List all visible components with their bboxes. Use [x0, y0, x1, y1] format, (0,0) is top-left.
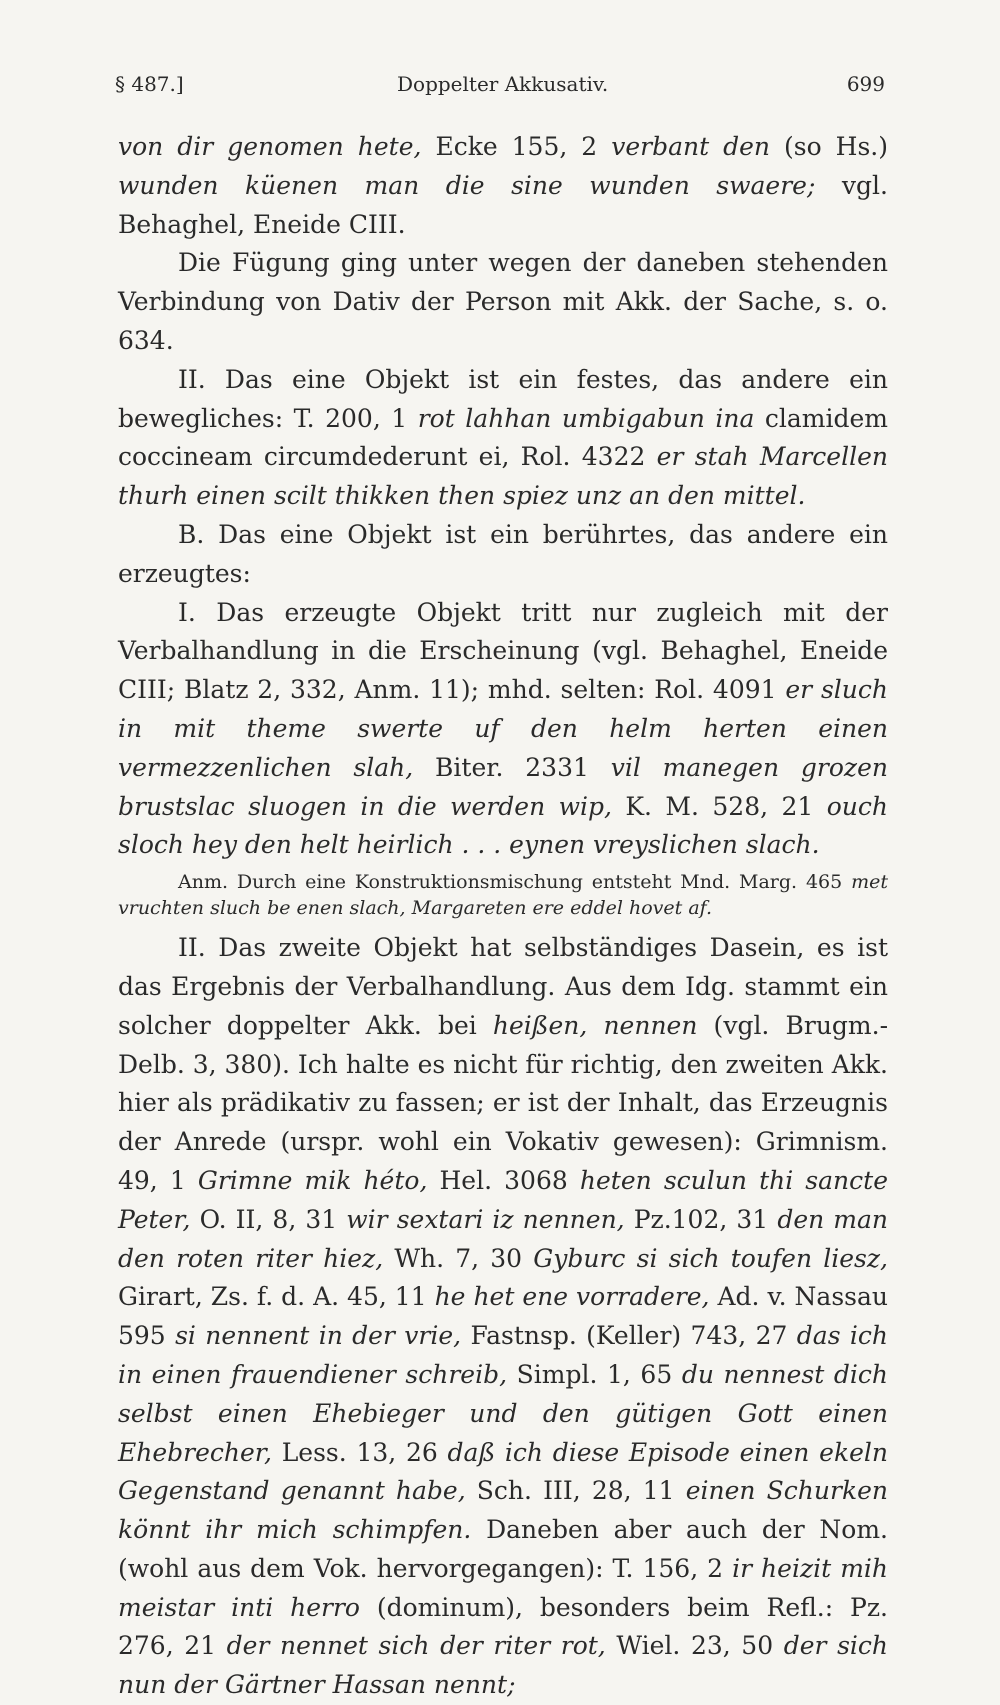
text-run: Die Fügung ging unter wegen der daneben stehenden Verbindung von Dativ der Person mit Akk. der Sache, s. o. 634. — [118, 248, 888, 355]
italic-quote: vil manegen grozen brustslac sluogen in die werden wip, — [118, 752, 888, 821]
paragraph-section-II-festes — [118, 361, 888, 516]
text-run: II. Das zweite Objekt hat selbständiges Dasein, es ist das Ergebnis der Verbalhandlung. Aus dem Idg. stammt ein solcher doppelter Akk. bei — [118, 933, 888, 1040]
page-number: 699 — [846, 72, 885, 96]
paragraph-section-I-erzeugtes — [118, 594, 888, 866]
italic-quote: daß ich diese Episode einen ekeln Gegenstand genannt habe, — [118, 1437, 888, 1506]
text-run: Pz.102, 31 — [624, 1204, 778, 1234]
text-run: Ecke 155, 2 — [421, 132, 612, 161]
text-run: (dominum), besonders beim Refl.: Pz. 276, 21 — [118, 1592, 888, 1661]
italic-quote: ouch sloch hey den helt heirlich . . . eynen vreyslichen slach. — [118, 791, 888, 860]
annotation-note — [118, 869, 888, 921]
text-run: II. Das eine Objekt ist ein festes, das andere ein bewegliches: T. 200, 1 — [118, 364, 888, 433]
text-run: O. II, 8, 31 — [190, 1204, 347, 1234]
italic-quote: rot lahhan umbigabun ina — [417, 403, 755, 433]
text-run: Anm. Durch eine Konstruktionsmischung entsteht Mnd. Marg. 465 — [178, 871, 852, 894]
italic-quote: heten sculun thi sancte Peter, — [118, 1165, 888, 1234]
italic-quote: ir heizit mih meistar inti herro — [118, 1553, 888, 1622]
italic-quote: he het ene vorradere, — [434, 1282, 710, 1312]
text-run: Ad. v. Nassau 595 — [118, 1282, 888, 1351]
text-run: Daneben aber auch der Nom. (wohl aus dem Vok. hervorgegangen): T. 156, 2 — [118, 1515, 889, 1583]
text-run: Wiel. 23, 50 — [605, 1631, 784, 1661]
paragraph-section-II-zweites — [118, 929, 888, 1705]
text-run: Hel. 3068 — [427, 1165, 580, 1195]
text-run: Biter. 2331 — [413, 752, 611, 782]
italic-quote: verbant den — [611, 132, 771, 161]
italic-quote: den man den roten riter hiez, — [118, 1204, 889, 1273]
italic-quote: er stah Marcellen thurh einen scilt thikken then spiez unz an den mittel. — [118, 442, 888, 511]
page-body — [118, 128, 888, 1705]
running-title: Doppelter Akkusativ. — [397, 72, 609, 96]
paragraph-continuation — [118, 128, 888, 244]
section-number: § 487.] — [115, 72, 184, 96]
text-run: Wh. 7, 30 — [383, 1243, 534, 1273]
text-run: K. M. 528, 21 — [611, 791, 827, 821]
italic-quote: Gyburc si sich toufen liesz, — [533, 1243, 888, 1273]
text-run: Sch. III, 28, 11 — [465, 1476, 686, 1506]
text-run: Simpl. 1, 65 — [507, 1359, 682, 1389]
paragraph-fuegung — [118, 244, 888, 360]
text-run: vgl. Behaghel, Eneide CIII. — [118, 170, 888, 239]
italic-quote: einen Schurken könnt ihr mich schimpfen. — [118, 1476, 888, 1545]
text-run: (so Hs.) — [770, 132, 888, 161]
italic-quote: wir sextari iz nennen, — [346, 1204, 625, 1234]
italic-quote: er sluch in mit theme swerte uf den helm herten einen vermezzenlichen slah, — [118, 675, 888, 782]
italic-quote: von dir genomen hete, — [118, 132, 422, 161]
italic-quote: der nennet sich der riter rot, — [226, 1631, 606, 1661]
text-run: I. Das erzeugte Objekt tritt nur zugleich mit der Verbalhandlung in die Erscheinung (vgl. Behaghel, Eneide CIII; Blatz 2, 332, Anm. 11); mhd. selten: Rol. 4091 — [118, 597, 888, 705]
text-run: Girart, Zs. f. d. A. 45, 11 — [118, 1282, 435, 1312]
italic-quote: der sich nun der Gärtner Hassan nennt; — [118, 1631, 888, 1700]
italic-quote: heißen, nennen — [492, 1010, 698, 1040]
text-run: B. Das eine Objekt ist ein berührtes, das andere ein erzeugtes: — [118, 519, 888, 588]
text-run: Fastnsp. (Keller) 743, 27 — [461, 1321, 797, 1351]
text-run: (vgl. Brugm.-Delb. 3, 380). Ich halte es nicht für richtig, den zweiten Akk. hier als prädikativ zu fassen; er ist der Inhalt, das Erzeugnis der Anrede (urspr. wohl ein Vokativ gewesen): Grimnism. 49, 1 — [118, 1010, 889, 1195]
paragraph-section-B — [118, 516, 888, 594]
italic-quote: Grimne mik héto, — [197, 1165, 428, 1195]
italic-quote: das ich in einen frauendiener schreib, — [118, 1321, 888, 1389]
text-run: Less. 13, 26 — [271, 1437, 448, 1467]
running-header — [115, 72, 885, 108]
italic-quote: du nennest dich selbst einen Ehebieger und den gütigen Gott einen Ehebrecher, — [118, 1359, 888, 1467]
italic-quote: met vruchten sluch be enen slach, Margareten ere eddel hovet af. — [118, 871, 888, 920]
italic-quote: wunden küenen man die sine wunden swaere; — [118, 170, 816, 200]
italic-quote: si nennent in der vrie, — [175, 1321, 462, 1351]
text-run: clamidem coccineam circumdederunt ei, Rol. 4322 — [118, 403, 888, 472]
